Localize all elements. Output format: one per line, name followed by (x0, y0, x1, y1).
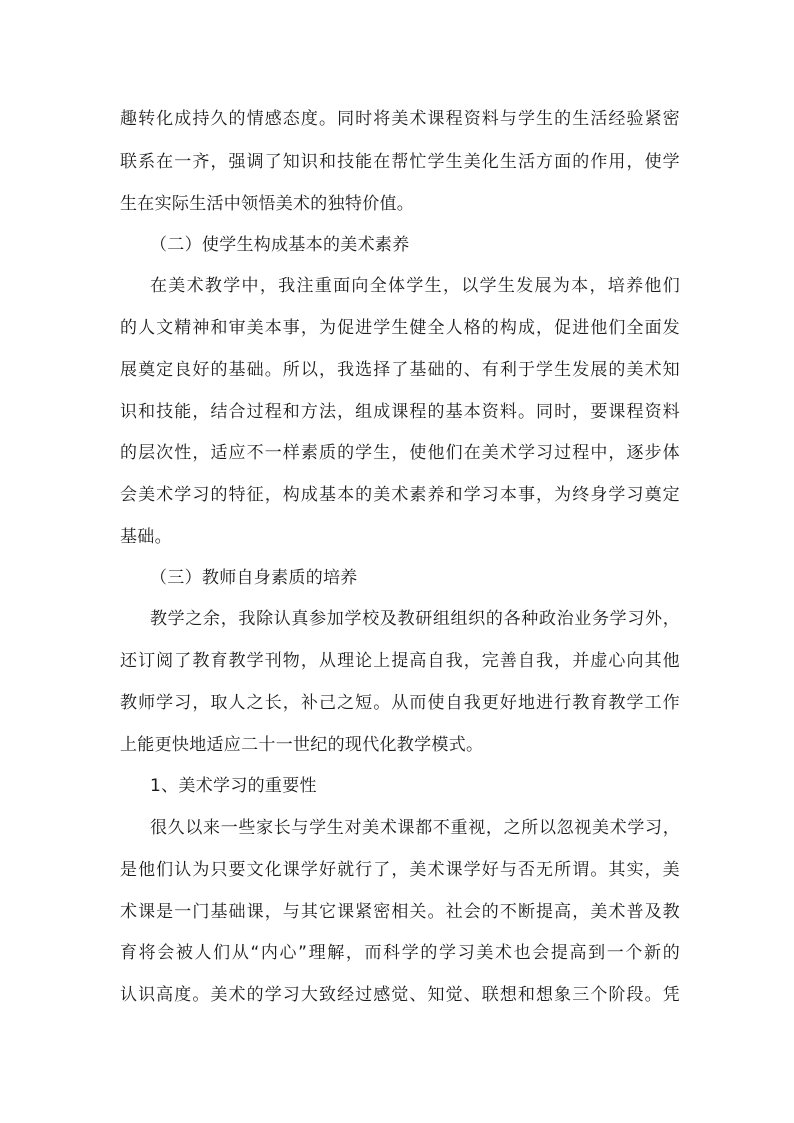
paragraph-first-line: 教学之余，我除认真参加学校及教研组组织的各种政治业务学习外， (150, 609, 680, 629)
text-line: 术课是一门基础课，与其它课紧密相关。社会的不断提高，美术普及教 (120, 902, 680, 922)
text-line: 会美术学习的特征，构成基本的美术素养和学习本事，为终身学习奠定 (120, 485, 680, 505)
text-line: 的层次性，适应不一样素质的学生，使他们在美术学习过程中，逐步体 (120, 443, 680, 463)
text-line: 生在实际生活中领悟美术的独特价值。 (120, 194, 415, 214)
section-heading: 1、美术学习的重要性 (150, 776, 317, 796)
paragraph-first-line: 在美术教学中，我注重面向全体学生，以学生发展为本，培养他们 (150, 276, 680, 296)
text-line: 的人文精神和审美本事，为促进学生健全人格的构成，促进他们全面发 (120, 318, 680, 338)
section-heading: （三）教师自身素质的培养 (150, 568, 358, 588)
text-line: 识和技能，结合过程和方法，组成课程的基本资料。同时，要课程资料 (120, 402, 680, 422)
text-line: 教师学习，取人之长，补己之短。从而使自我更好地进行教育教学工作 (120, 693, 680, 713)
text-line: 还订阅了教育教学刊物，从理论上提高自我，完善自我，并虚心向其他 (120, 651, 680, 671)
section-heading: （二）使学生构成基本的美术素养 (150, 235, 410, 255)
text-line: 上能更快地适应二十一世纪的现代化教学模式。 (120, 735, 484, 755)
text-line: 联系在一齐，强调了知识和技能在帮忙学生美化生活方面的作用，使学 (120, 152, 680, 172)
text-line: 基础。 (120, 527, 172, 547)
paragraph-first-line: 很久以来一些家长与学生对美术课都不重视，之所以忽视美术学习， (150, 818, 680, 838)
text-line: 是他们认为只要文化课学好就行了，美术课学好与否无所谓。其实，美 (120, 860, 680, 880)
text-line: 趣转化成持久的情感态度。同时将美术课程资料与学生的生活经验紧密 (120, 109, 680, 129)
text-line: 展奠定良好的基础。所以，我选择了基础的、有利于学生发展的美术知 (120, 360, 680, 380)
text-line: 认识高度。美术的学习大致经过感觉、知觉、联想和想象三个阶段。凭 (120, 985, 680, 1005)
text-line: 育将会被人们从“内心”理解，而科学的学习美术也会提高到一个新的 (120, 943, 680, 963)
